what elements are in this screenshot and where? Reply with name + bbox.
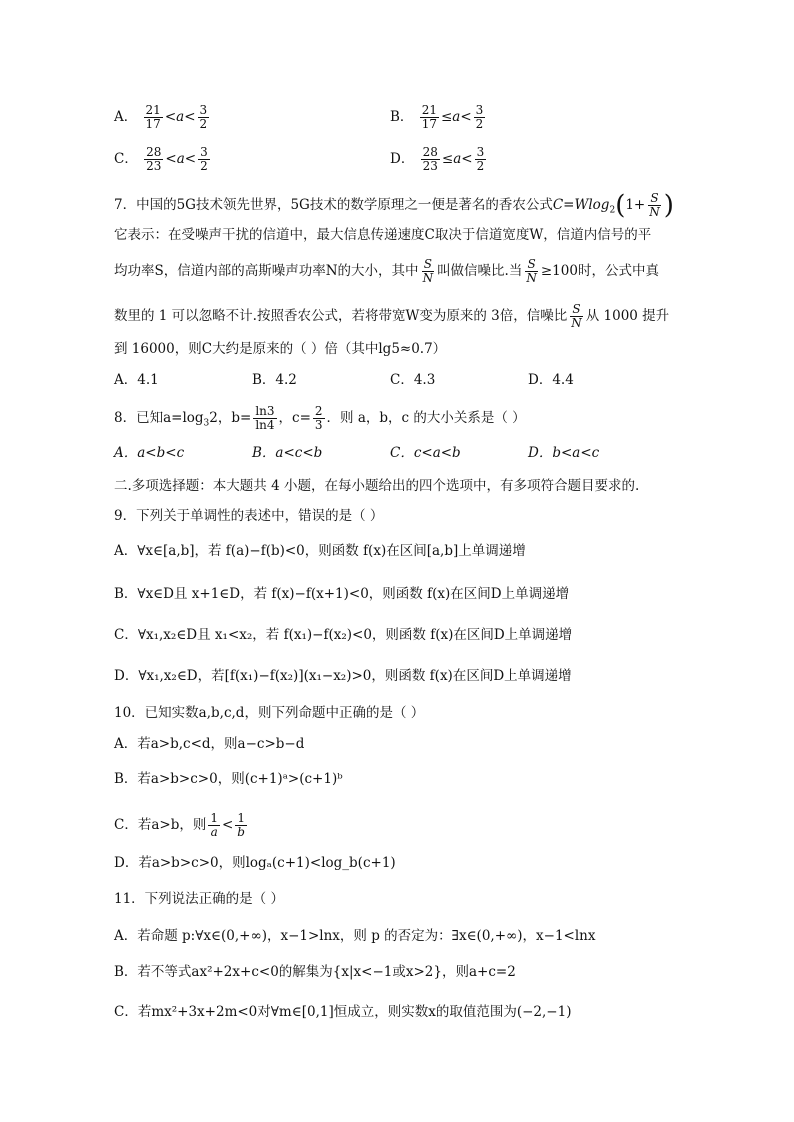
shannon-formula: C=Wlog	[552, 197, 610, 213]
q7-stem-line-5: 到 16000，则C大约是原来的（ ）倍（其中lg5≈0.7）	[114, 341, 447, 357]
fraction: $\frac{\ln 3}{\ln 4}$	[255, 404, 275, 432]
q9-option-d[interactable]: D．∀x₁,x₂∈D，若[f(x₁)−f(x₂)](x₁−x₂)>0，则函数 f(x)在区间D上单调递增	[114, 668, 572, 684]
q10-option-b[interactable]: B．若a>b>c>0，则(c+1)ᵃ>(c+1)ᵇ	[114, 771, 343, 787]
fraction: $\frac{S}{N}$	[649, 191, 660, 219]
fraction: $\frac{28}{23}$	[146, 145, 162, 173]
fraction: $\frac{1}{b}$	[237, 811, 245, 839]
fraction: $\frac{S}{N}$	[571, 302, 582, 330]
q8-option-d[interactable]: D．b<a<c	[528, 445, 600, 461]
fraction: $\frac{S}{N}$	[526, 257, 537, 285]
fraction: $\frac{3}{2}$	[199, 103, 208, 131]
q6-option-b[interactable]: B． $\frac{21}{17}$ ≤a< $\frac{3}{2}$	[390, 103, 484, 131]
q7-option-d[interactable]: D．4.4	[528, 372, 574, 388]
q9-option-c[interactable]: C．∀x₁,x₂∈D且 x₁<x₂，若 f(x₁)−f(x₂)<0，则函数 f(x)在区间D上单调递增	[114, 627, 573, 643]
q8-stem: 8．已知$a=\log_32$，b= $\frac{\ln 3}{\ln 4}$ ，c= $\frac{2}{3}$ ．则 a，b，c 的大小关系是（ ）	[114, 404, 526, 432]
q7-option-c[interactable]: C．4.3	[390, 372, 436, 388]
fraction: $\frac{2}{3}$	[314, 404, 323, 432]
fraction: $\frac{3}{2}$	[200, 145, 208, 173]
q10-option-c[interactable]: C．若a>b，则 $\frac{1}{a}$ < $\frac{1}{b}$	[114, 811, 245, 839]
fraction: $\frac{1}{a}$	[210, 811, 218, 839]
q8-option-b[interactable]: B．a<c<b	[252, 445, 323, 461]
q9-option-a[interactable]: A．∀x∈[a,b]，若 f(a)−f(b)<0，则函数 f(x)在区间[a,b]上单调递增	[114, 543, 526, 559]
fraction: $\frac{28}{23}$	[422, 145, 438, 173]
q8-option-a[interactable]: A．a<b<c	[114, 445, 185, 461]
fraction: $\frac{21}{17}$	[145, 103, 161, 131]
q7-stem-line-1: 7．中国的5G技术领先世界，5G技术的数学原理之一便是著名的香农公式C=Wlog$_2$(1+ $\frac{S}{N}$ )	[114, 190, 674, 221]
q10-option-a[interactable]: A．若a>b,c<d，则a−c>b−d	[114, 736, 305, 752]
q11-option-c[interactable]: C．若mx²+3x+2m<0对∀m∈[0,1]恒成立，则实数x的取值范围为(−2,−1)	[114, 1004, 572, 1020]
fraction: $\frac{S}{N}$	[422, 257, 434, 285]
q7-stem-line-3: 均功率S，信道内部的高斯噪声功率N的大小，其中 $\frac{S}{N}$ 叫做信噪比.当 $\frac{S}{N}$ ≥100时，公式中真	[114, 257, 659, 285]
q7-option-a[interactable]: A．4.1	[114, 372, 159, 388]
q10-option-d[interactable]: D．若a>b>c>0，则logₐ(c+1)<log_b(c+1)	[114, 855, 396, 871]
fraction: $\frac{3}{2}$	[475, 103, 484, 131]
fraction: $\frac{3}{2}$	[476, 145, 485, 173]
q7-option-b[interactable]: B．4.2	[252, 372, 297, 388]
q9-stem: 9．下列关于单调性的表述中，错误的是（ ）	[114, 508, 384, 524]
q9-option-b[interactable]: B．∀x∈D且 x+1∈D，若 f(x)−f(x+1)<0，则函数 f(x)在区间D上单调递增	[114, 586, 570, 602]
q6-option-a[interactable]: A． $\frac{21}{17}$ <a< $\frac{3}{2}$	[114, 103, 208, 131]
q10-stem: 10．已知实数a,b,c,d，则下列命题中正确的是（ ）	[114, 705, 425, 721]
q6-option-c[interactable]: C． $\frac{28}{23}$ <a< $\frac{3}{2}$	[114, 145, 208, 173]
q7-stem-line-4: 数里的 1 可以忽略不计.按照香农公式，若将带宽W变为原来的 3倍，信噪比 $\frac{S}{N}$ 从 1000 提升	[114, 302, 670, 330]
q11-option-a[interactable]: A．若命题 p:∀x∈(0,+∞)，x−1>lnx，则 p 的否定为：∃x∈(0,+∞)，x−1<lnx	[114, 928, 596, 944]
fraction: $\frac{21}{17}$	[421, 103, 437, 131]
section-2-heading: 二.多项选择题：本大题共 4 小题，在每小题给出的四个选项中，有多项符合题目要求的.	[114, 478, 640, 494]
q8-option-c[interactable]: C．c<a<b	[390, 445, 461, 461]
q11-option-b[interactable]: B．若不等式ax²+2x+c<0的解集为{x|x<−1或x>2}，则a+c=2	[114, 964, 516, 980]
q6-option-d[interactable]: D． $\frac{28}{23}$ ≤a< $\frac{3}{2}$	[390, 145, 485, 173]
q7-stem-line-2: 它表示：在受噪声干扰的信道中，最大信息传递速度C取决于信道宽度W，信道内信号的平	[114, 227, 652, 243]
q11-stem: 11．下列说法正确的是（ ）	[114, 891, 284, 907]
